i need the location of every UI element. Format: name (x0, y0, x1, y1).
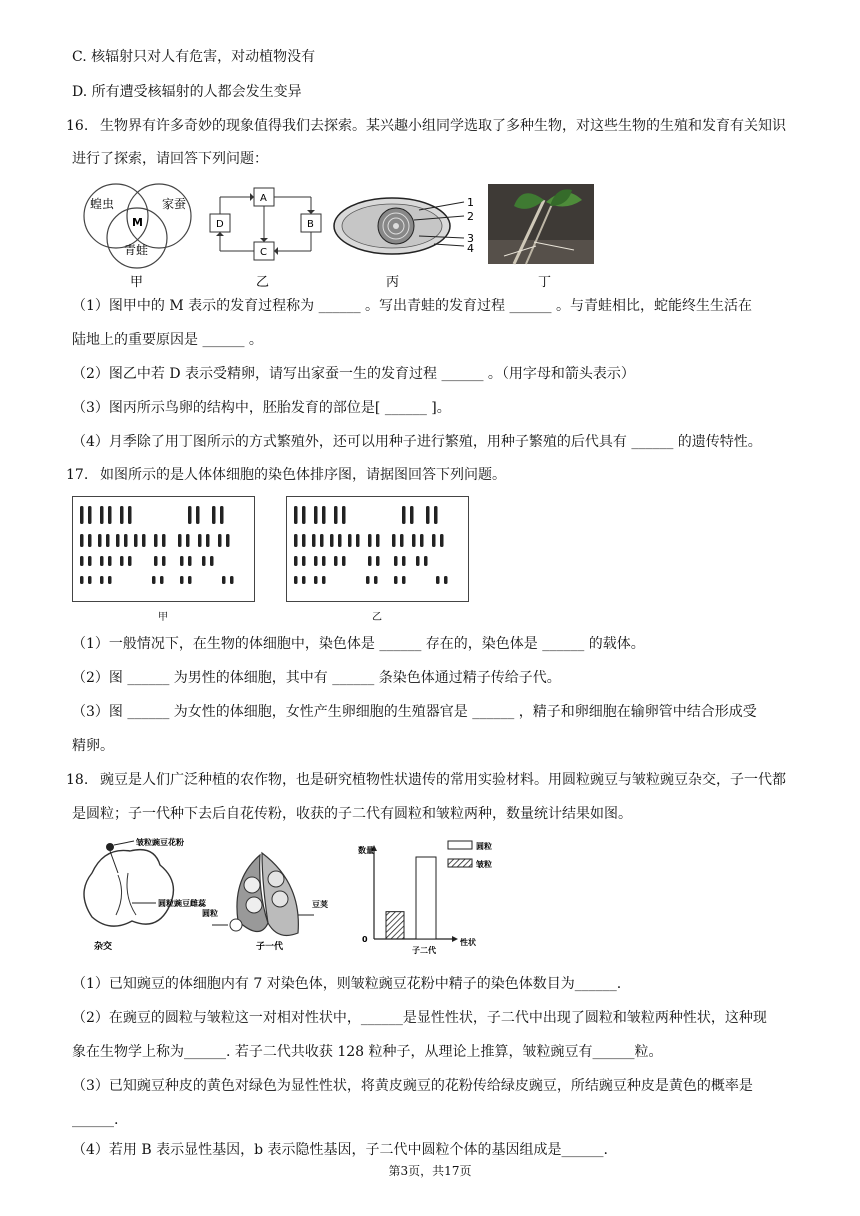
chromosome (402, 506, 406, 524)
chromosome (128, 506, 132, 524)
f1-caption: 子一代 (256, 942, 284, 952)
q16-stem-line1: 生物界有许多奇妙的现象值得我们去探索。某兴趣小组同学选取了多种生物，对这些生物的生殖和发育有关知识 (100, 118, 786, 134)
chromosome (322, 506, 326, 524)
chromosome (366, 576, 370, 584)
venn-label-frog: 青蛙 (124, 243, 149, 257)
egg-label-3: 3 (467, 232, 474, 245)
chromosome (230, 576, 234, 584)
chromosome (198, 534, 202, 547)
chromosome (294, 506, 298, 524)
karyotype-yi-frame (287, 497, 469, 602)
q17-sub3-line1: （3）图 ______ 为女性的体细胞，女性产生卵细胞的生殖器官是 ______ ，精子和卵细胞在输卵管中结合形成受 (72, 704, 757, 720)
chromosome (416, 556, 420, 566)
chromosome (394, 556, 398, 566)
q18-sub4: （4）若用 B 表示显性基因，b 表示隐性基因，子二代中圆粒个体的基因组成是______. (72, 1142, 608, 1158)
chromosome (108, 506, 112, 524)
chromosome (88, 576, 92, 584)
q17-sub1: （1）一般情况下，在生物的体细胞中，染色体是 ______ 存在的，染色体是 ______ 的载体。 (72, 636, 645, 652)
pollen-label: 皱粒豌豆花粉 (136, 838, 184, 847)
chromosome (302, 556, 306, 566)
q16-figures-svg (74, 180, 599, 290)
chromosome (106, 534, 110, 547)
chromosome (210, 556, 214, 566)
pollen-dot (106, 843, 114, 851)
chromosome (212, 506, 216, 524)
chromosome (320, 534, 324, 547)
chromosome (424, 556, 428, 566)
chromosome (302, 506, 306, 524)
chromosome (436, 576, 440, 584)
chromosome (394, 576, 398, 584)
chart-ylabel: 数量 (358, 846, 374, 855)
chromosome (116, 534, 120, 547)
legend-label-round: 圆粒 (476, 842, 492, 851)
chromosome (88, 556, 92, 566)
q18-sub1: （1）已知豌豆的体细胞内有 7 对染色体，则皱粒豌豆花粉中精子的染色体数目为______. (72, 976, 622, 992)
chromosome (226, 534, 230, 547)
q16-stem-line2: 进行了探索，请回答下列问题： (72, 151, 268, 167)
chromosome (342, 556, 346, 566)
chromosome (218, 534, 222, 547)
chromosome (80, 506, 84, 524)
q17-sub3-line2: 精卵。 (72, 738, 114, 754)
chromosome (142, 534, 146, 547)
chromosome (426, 506, 430, 524)
q15-option-d: D. 所有遭受核辐射的人都会发生变异 (72, 84, 302, 100)
chromosome (162, 534, 166, 547)
chromosome (314, 576, 318, 584)
karyotype-caption-yi: 乙 (372, 612, 382, 623)
q16-sub3: （3）图丙所示鸟卵的结构中，胚胎发育的部位是[ ______ ]。 (72, 400, 451, 416)
chromosome (302, 576, 306, 584)
chromosome (162, 556, 166, 566)
fig-caption-yi: 乙 (256, 275, 270, 290)
egg-label-2: 2 (467, 210, 474, 223)
q15-option-c: C. 核辐射只对人有危害，对动植物没有 (72, 49, 316, 65)
q17-number: 17. (66, 467, 89, 483)
chromosome (100, 556, 104, 566)
karyotype-svg (72, 496, 482, 626)
legend-swatch-wrinkled (448, 859, 472, 867)
pod-label: 豆荚 (312, 900, 328, 909)
chromosome (392, 534, 396, 547)
q16-figures (74, 180, 599, 294)
karyotype-jia-frame (73, 497, 255, 602)
chromosome (98, 534, 102, 547)
chromosome (374, 576, 378, 584)
legend-swatch-round (448, 841, 472, 849)
q18-sub2-line1: （2）在豌豆的圆粒与皱粒这一对相对性状中，______是显性性状，子二代中出现了圆粒和皱粒两种性状，这种现 (72, 1010, 767, 1026)
chromosome (322, 576, 326, 584)
chromosome (202, 556, 206, 566)
chromosome (134, 534, 138, 547)
chromosome (294, 534, 298, 547)
q18-sub2-line2: 象在生物学上称为______. 若子二代共收获 128 粒种子，从理论上推算，皱粒豌豆有______粒。 (72, 1044, 663, 1060)
chromosome (314, 556, 318, 566)
chromosome (108, 576, 112, 584)
chromosome (444, 576, 448, 584)
q17-sub2: （2）图 ______ 为男性的体细胞，其中有 ______ 条染色体通过精子传给子代。 (72, 670, 561, 686)
q16-number: 16. (66, 118, 89, 134)
chromosome (302, 534, 306, 547)
q16-sub4: （4）月季除了用丁图所示的方式繁殖外，还可以用种子进行繁殖，用种子繁殖的后代具有 ______ 的遗传特性。 (72, 434, 762, 450)
chart-xlabel: 性状 (460, 938, 476, 947)
chromosome (80, 534, 84, 547)
chromosome (294, 576, 298, 584)
chromosome (180, 556, 184, 566)
chromosome (368, 556, 372, 566)
chromosome (334, 556, 338, 566)
chromosome (334, 506, 338, 524)
chromosome (312, 534, 316, 547)
chromosome (434, 506, 438, 524)
pistil-label: 圆粒豌豆雌蕊 (158, 899, 206, 908)
chromosome (154, 556, 158, 566)
chromosome (80, 556, 84, 566)
chromosome (196, 506, 200, 524)
q16-sub2: （2）图乙中若 D 表示受精卵，请写出家蚕一生的发育过程 ______ 。（用字母和箭头表示） (72, 366, 635, 382)
bar-round (416, 857, 436, 939)
egg-label-1: 1 (467, 196, 474, 209)
chromosome (220, 506, 224, 524)
chromosome (440, 534, 444, 547)
q18-stem-line2: 是圆粒；子一代种下去后自花传粉，收获的子二代有圆粒和皱粒两种，数量统计结果如图。 (72, 806, 632, 822)
q18-figures (72, 833, 512, 967)
chromosome (368, 534, 372, 547)
chromosome (108, 556, 112, 566)
cycle-label-a: A (260, 193, 267, 204)
legend-label-wrinkled: 皱粒 (476, 860, 492, 869)
cross-caption: 杂交 (94, 942, 113, 952)
chromosome (100, 576, 104, 584)
q18-sub3-line2: ______. (72, 1112, 119, 1128)
chromosome (206, 534, 210, 547)
chromosome (376, 534, 380, 547)
chromosome (100, 506, 104, 524)
round-seed-label: 圆粒 (202, 909, 218, 918)
chromosome (88, 506, 92, 524)
cycle-label-b: B (307, 219, 314, 230)
chart-category-label: 子二代 (412, 946, 436, 955)
venn-diagram (84, 184, 191, 290)
bar-wrinkled (386, 912, 404, 939)
chromosome (410, 506, 414, 524)
chromosome (348, 534, 352, 547)
chromosome (314, 506, 318, 524)
q18-sub3-line1: （3）已知豌豆种皮的黄色对绿色为显性性状，将黄皮豌豆的花粉传给绿皮豌豆，所结豌豆种皮是黄色的概率是 (72, 1078, 753, 1094)
chromosome (420, 534, 424, 547)
plant-cutting-photo (488, 184, 594, 290)
chromosome (188, 576, 192, 584)
chromosome (330, 534, 334, 547)
chromosome (120, 556, 124, 566)
fig-caption-jia: 甲 (130, 275, 144, 290)
chromosome (80, 576, 84, 584)
cross-flower-drawing (84, 837, 207, 952)
q18-figures-svg (72, 833, 512, 963)
cycle-label-d: D (216, 219, 224, 230)
page-footer: 第3页，共17页 (388, 1164, 472, 1178)
chromosome (322, 556, 326, 566)
chromosome (188, 506, 192, 524)
chromosome (120, 506, 124, 524)
chromosome (154, 534, 158, 547)
chromosome (88, 534, 92, 547)
venn-label-m: M (132, 216, 143, 229)
chromosome (222, 576, 226, 584)
chart-origin: 0 (362, 935, 368, 944)
cycle-diagram (210, 188, 321, 290)
fig-caption-bing: 丙 (386, 275, 400, 290)
egg-label-4: 4 (467, 242, 474, 255)
q16-sub1-line1: （1）图甲中的 M 表示的发育过程称为 ______ 。写出青蛙的发育过程 ______ 。与青蛙相比，蛇能终生生活在 (72, 298, 752, 314)
cycle-label-c: C (260, 247, 267, 258)
chromosome (342, 506, 346, 524)
chromosome (338, 534, 342, 547)
q17-karyotype-figures (72, 496, 482, 630)
chromosome (402, 556, 406, 566)
pea-pod-drawing (202, 853, 328, 952)
chromosome (402, 576, 406, 584)
chromosome (188, 556, 192, 566)
chromosome (356, 534, 360, 547)
chromosome (124, 534, 128, 547)
karyotype-caption-jia: 甲 (158, 612, 168, 623)
chromosome (152, 576, 156, 584)
q17-stem: 如图所示的是人体体细胞的染色体排序图，请据图回答下列问题。 (100, 467, 506, 483)
egg-diagram (334, 196, 474, 290)
q16-sub1-line2: 陆地上的重要原因是 ______ 。 (72, 332, 263, 348)
chromosome (160, 576, 164, 584)
chromosome (412, 534, 416, 547)
chromosome (294, 556, 298, 566)
venn-label-locust: 蝗虫 (90, 197, 115, 211)
q18-number: 18. (66, 772, 89, 788)
chromosome (128, 556, 132, 566)
chromosome (376, 556, 380, 566)
chromosome (432, 534, 436, 547)
chromosome (178, 534, 182, 547)
q18-stem-line1: 豌豆是人们广泛种植的农作物，也是研究植物性状遗传的常用实验材料。用圆粒豌豆与皱粒豌豆杂交，子一代都 (100, 772, 786, 788)
f2-bar-chart (358, 841, 492, 955)
chromosome (180, 576, 184, 584)
venn-label-silkworm: 家蚕 (162, 197, 187, 211)
chromosome (186, 534, 190, 547)
fig-caption-ding: 丁 (538, 275, 552, 290)
chromosome (400, 534, 404, 547)
